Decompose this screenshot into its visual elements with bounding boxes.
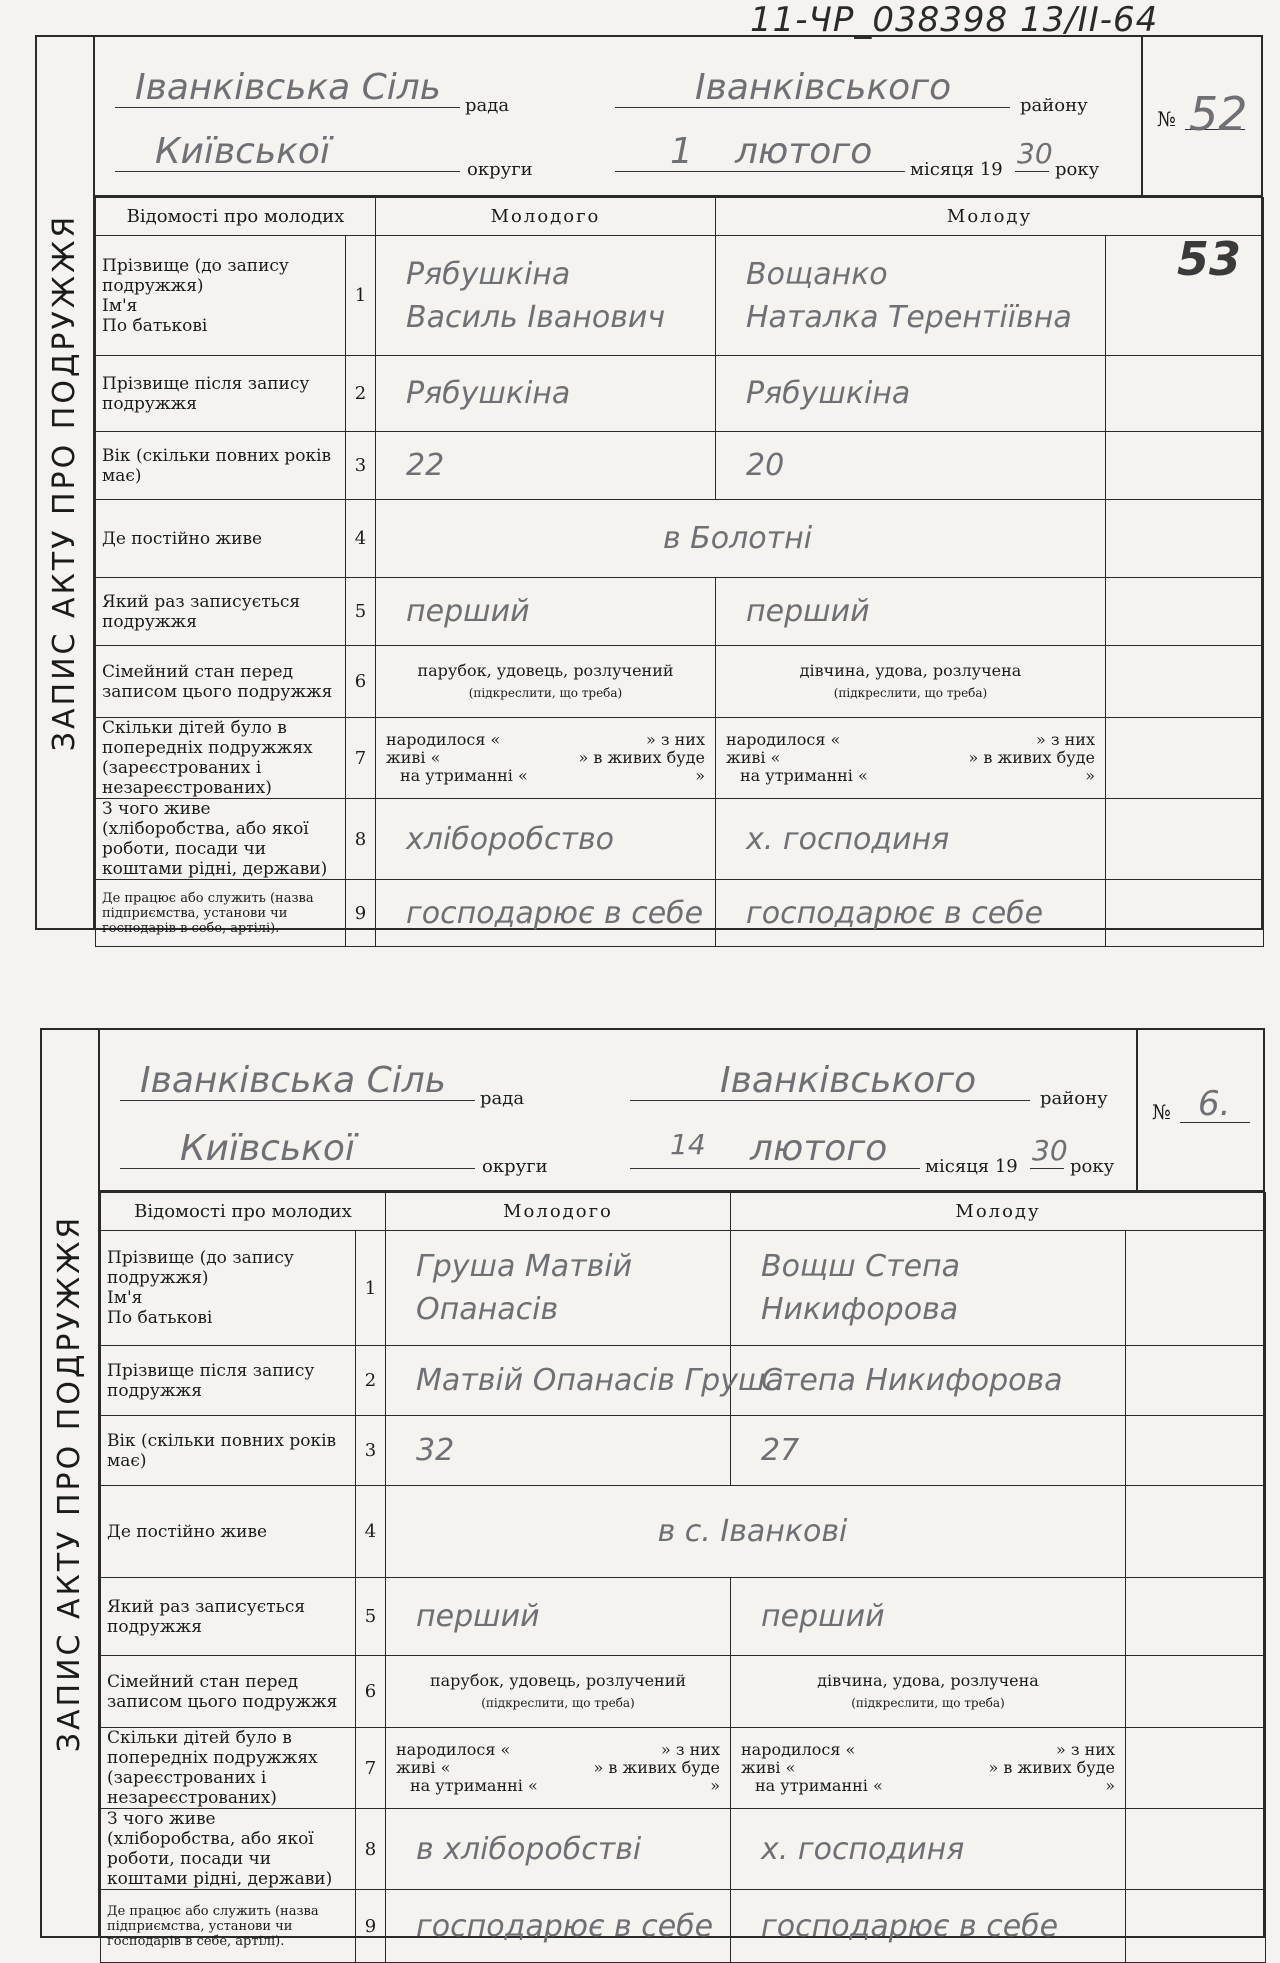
date-day: 1 [670, 131, 693, 172]
side-title: ЗАПИС АКТУ ПРО ПОДРУЖЖЯ [42, 1030, 100, 1936]
okruga-value: Київської [155, 131, 330, 172]
marriage-record-form-2 [40, 1028, 1265, 1949]
bride-value: 20 [716, 432, 1106, 500]
row-number: 5 [346, 578, 376, 646]
bride-value: господарює в себе [716, 880, 1106, 947]
bride-value: х. господиня [731, 1809, 1126, 1890]
row-number: 5 [356, 1578, 386, 1656]
row-label: Вік (скільки повних років має) [96, 432, 346, 500]
record-row [96, 236, 1264, 356]
bride-value: х. господиня [716, 799, 1106, 880]
year-value: 30 [1017, 137, 1053, 170]
rayon-label: району [1020, 95, 1088, 116]
record-row [101, 1578, 1266, 1656]
side-title: ЗАПИС АКТУ ПРО ПОДРУЖЖЯ [37, 37, 95, 928]
groom-value: Матвій Опанасів Груша [386, 1346, 731, 1416]
col-header-groom: Молодого [376, 198, 716, 236]
groom-value: господарює в себе [386, 1890, 731, 1963]
bride-value: перший [716, 578, 1106, 646]
row-number: 9 [356, 1890, 386, 1963]
record-number-box [1141, 37, 1261, 195]
record-number: 6. [1198, 1084, 1231, 1124]
rada-label: рада [480, 1088, 525, 1109]
marriage-record-form-1 [35, 35, 1263, 936]
okruga-label: округи [467, 159, 533, 180]
row-number: 7 [356, 1728, 386, 1809]
rayon-value: Іванківського [720, 1060, 977, 1101]
row-number: 1 [346, 236, 376, 356]
record-row [101, 1486, 1266, 1578]
rada-label: рада [465, 95, 510, 116]
row-label: З чого живе (хліборобства, або якої роботи, посади чи коштами рідні, держави) [96, 799, 346, 880]
row-number: 6 [346, 646, 376, 718]
bride-value: господарює в себе [731, 1890, 1126, 1963]
record-row [96, 356, 1264, 432]
record-row [96, 646, 1264, 718]
row-number: 2 [346, 356, 376, 432]
record-row [96, 432, 1264, 500]
row-label: Який раз записується подружжя [96, 578, 346, 646]
row-label: Вік (скільки повних років має) [101, 1416, 356, 1486]
row-number: 3 [346, 432, 376, 500]
groom-value: 22 [376, 432, 716, 500]
bride-children: народилося « » з них живі « » в живих буде на утриманні « » [716, 718, 1106, 799]
archive-stamp: 11-ЧР_038398 13/ІІ-64 [750, 0, 1159, 40]
row-number: 8 [346, 799, 376, 880]
row-label: Сімейний стан перед записом цього подружжя [96, 646, 346, 718]
groom-value: Рябушкіна [376, 356, 716, 432]
date-month: лютого [750, 1128, 888, 1169]
groom-marital-status: парубок, удовець, розлучений (підкреслити, що треба) [376, 646, 716, 718]
col-header-groom: Молодого [386, 1193, 731, 1231]
col-header-bride: Молоду [731, 1193, 1266, 1231]
row-label: З чого живе (хліборобства, або якої роботи, посади чи коштами рідні, держави) [101, 1809, 356, 1890]
row-label: Прізвище (до запису подружжя) Ім'я По батькові [101, 1231, 356, 1346]
groom-value: перший [386, 1578, 731, 1656]
record-table [100, 1192, 1266, 1963]
record-row [96, 799, 1264, 880]
record-row [101, 1809, 1266, 1890]
record-row [101, 1416, 1266, 1486]
year-value: 30 [1032, 1134, 1068, 1167]
record-row [96, 500, 1264, 578]
bride-value: 27 [731, 1416, 1126, 1486]
rada-value: Іванківська Сіль [135, 67, 442, 108]
row-number: 8 [356, 1809, 386, 1890]
month-label: місяця 19 [910, 159, 1003, 180]
record-row [96, 578, 1264, 646]
bride-value: Рябушкіна [716, 356, 1106, 432]
month-label: місяця 19 [925, 1156, 1018, 1177]
row-label: Прізвище після запису подружжя [101, 1346, 356, 1416]
col-header-info: Відомості про молодих [101, 1193, 386, 1231]
row-label: Де постійно живе [101, 1486, 356, 1578]
bride-value: Вощанко Наталка Терентіївна [716, 236, 1106, 356]
crossed-number: 53 [1176, 232, 1241, 286]
groom-children: народилося « » з них живі « » в живих буде на утриманні « » [376, 718, 716, 799]
groom-value: 32 [386, 1416, 731, 1486]
row-label: Прізвище (до запису подружжя) Ім'я По батькові [96, 236, 346, 356]
date-month: лютого [735, 131, 873, 172]
row-label: Де працює або служить (назва підприємства, установи чи господарів в себе, артілі). [96, 880, 346, 947]
record-row [96, 718, 1264, 799]
groom-value: в хліборобстві [386, 1809, 731, 1890]
bride-value: перший [731, 1578, 1126, 1656]
record-row [101, 1231, 1266, 1346]
row-label: Прізвище після запису подружжя [96, 356, 346, 432]
year-label: року [1070, 1156, 1115, 1177]
record-row [101, 1656, 1266, 1728]
col-header-info: Відомості про молодих [96, 198, 376, 236]
number-label: № [1157, 107, 1176, 131]
record-number-box [1136, 1030, 1263, 1190]
rayon-label: району [1040, 1088, 1108, 1109]
rayon-value: Іванківського [695, 67, 952, 108]
bride-marital-status: дівчина, удова, розлучена (підкреслити, що треба) [716, 646, 1106, 718]
row-number: 4 [356, 1486, 386, 1578]
row-label: Скільки дітей було в попередніх подружжях (зареєстрованих і незареєстрованих) [101, 1728, 356, 1809]
groom-value: Груша Матвій Опанасів [386, 1231, 731, 1346]
groom-value: Рябушкіна Василь Іванович [376, 236, 716, 356]
record-row [101, 1728, 1266, 1809]
rada-value: Іванківська Сіль [140, 1060, 447, 1101]
year-label: року [1055, 159, 1100, 180]
groom-marital-status: парубок, удовець, розлучений (підкреслити, що треба) [386, 1656, 731, 1728]
row-number: 3 [356, 1416, 386, 1486]
date-day: 14 [670, 1128, 706, 1161]
form-header [100, 1030, 1263, 1192]
bride-children: народилося « » з них живі « » в живих буде на утриманні « » [731, 1728, 1126, 1809]
row-number: 4 [346, 500, 376, 578]
number-label: № [1152, 1100, 1171, 1124]
row-label: Сімейний стан перед записом цього подружжя [101, 1656, 356, 1728]
record-row [101, 1346, 1266, 1416]
row-label: Який раз записується подружжя [101, 1578, 356, 1656]
row-number: 6 [356, 1656, 386, 1728]
joint-residence: в с. Іванкові [386, 1486, 1126, 1578]
groom-value: перший [376, 578, 716, 646]
groom-value: господарює в себе [376, 880, 716, 947]
record-row [101, 1890, 1266, 1963]
row-number: 9 [346, 880, 376, 947]
row-label: Де працює або служить (назва підприємства, установи чи господарів в себе, артілі). [101, 1890, 356, 1963]
groom-value: хліборобство [376, 799, 716, 880]
row-number: 7 [346, 718, 376, 799]
record-row [96, 880, 1264, 947]
row-number: 2 [356, 1346, 386, 1416]
groom-children: народилося « » з них живі « » в живих буде на утриманні « » [386, 1728, 731, 1809]
col-header-bride: Молоду [716, 198, 1264, 236]
row-label: Скільки дітей було в попередніх подружжях (зареєстрованих і незареєстрованих) [96, 718, 346, 799]
okruga-value: Київської [180, 1128, 355, 1169]
record-number: 52 [1189, 87, 1248, 141]
row-number: 1 [356, 1231, 386, 1346]
bride-value: Вощш Степа Никифорова [731, 1231, 1126, 1346]
record-table [95, 197, 1264, 947]
joint-residence: в Болотні [376, 500, 1106, 578]
row-label: Де постійно живе [96, 500, 346, 578]
okruga-label: округи [482, 1156, 548, 1177]
bride-value: Степа Никифорова [731, 1346, 1126, 1416]
bride-marital-status: дівчина, удова, розлучена (підкреслити, що треба) [731, 1656, 1126, 1728]
form-header [95, 37, 1261, 197]
